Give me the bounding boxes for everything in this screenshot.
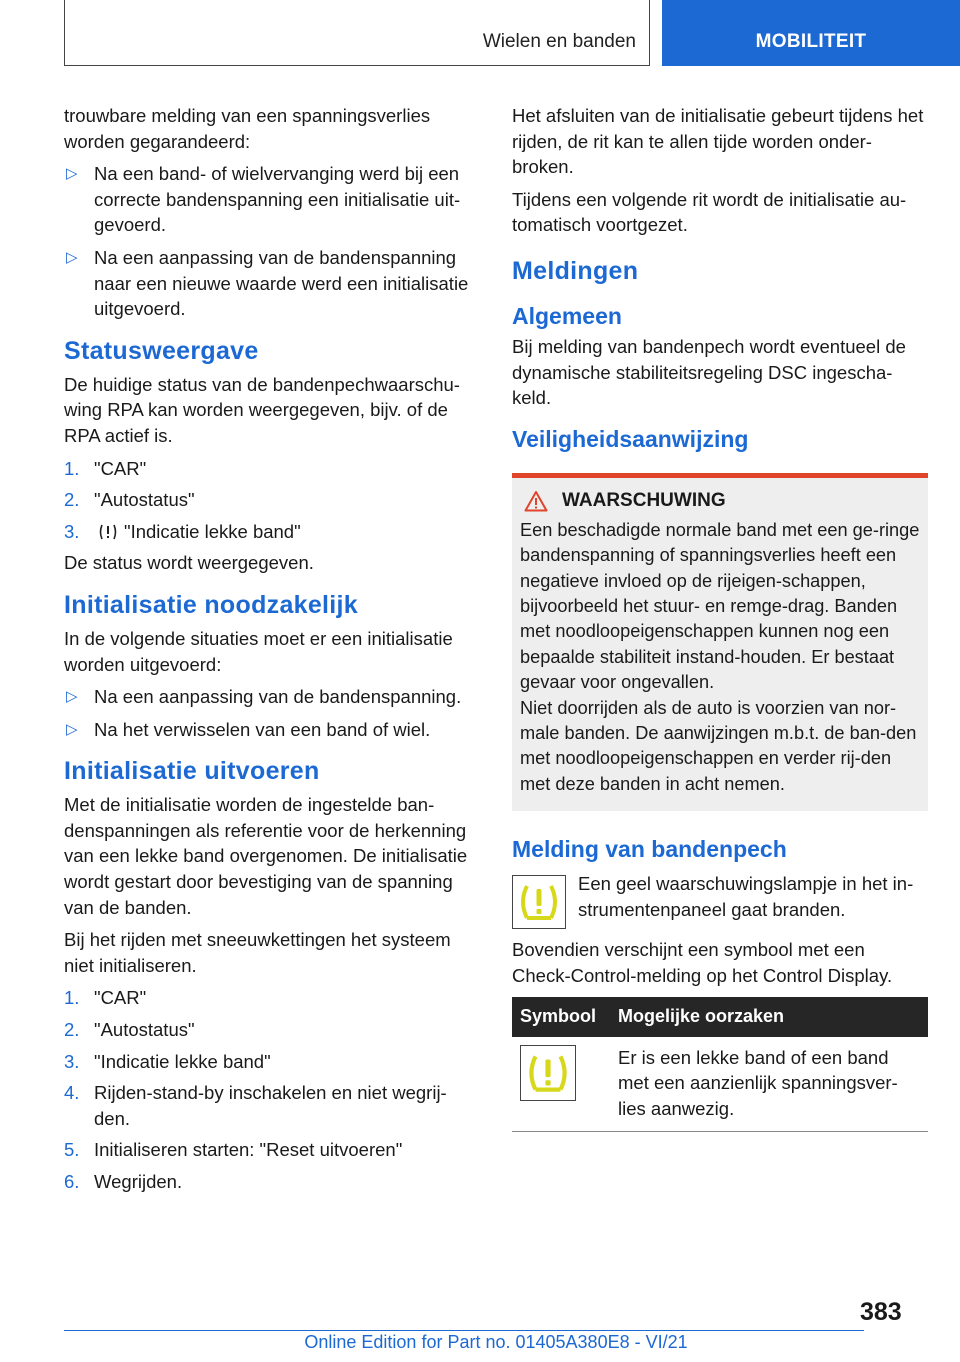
table-row xyxy=(512,1037,928,1132)
page-number: 383 xyxy=(860,1298,902,1326)
table-header-oorzaken: Mogelijke oorzaken xyxy=(610,997,928,1037)
footer-edition: Online Edition for Part no. 01405A380E8 - VI/21 xyxy=(304,1332,688,1352)
heading-meldingen: Meldingen xyxy=(512,256,639,285)
list-item: 4. Rijden-stand-by inschakelen en niet wegrij-den. xyxy=(64,1082,447,1129)
needed-bullet-list xyxy=(64,684,480,742)
heading-statusweergave: Statusweergave xyxy=(64,336,259,365)
table-symbol-cell xyxy=(512,1037,610,1132)
perform-paragraph-1: Met de initialisatie worden de ingestelde ban-denspanningen als referentie voor de herkenning van een lekke band overgenomen. De initialisatie wordt gestart door bevestiging van de spanning van de banden. xyxy=(64,794,468,918)
triangle-bullet-icon: ▷ xyxy=(66,720,78,738)
heading-melding-van-bandenpech: Melding van bandenpech xyxy=(512,836,787,863)
heading-initialisatie-noodzakelijk: Initialisatie noodzakelijk xyxy=(64,590,358,619)
table-header-row xyxy=(512,997,928,1037)
needed-paragraph: In de volgende situaties moet er een initialisatie worden uitgevoerd: xyxy=(64,627,453,675)
list-item: 2. "Autostatus" xyxy=(64,1019,195,1041)
completion-paragraph: Het afsluiten van de initialisatie gebeurt tijdens het rijden, de rit kan te allen tijde worden onder-broken. xyxy=(512,105,924,178)
list-item: 6. Wegrijden. xyxy=(64,1171,183,1192)
general-paragraph: Bij melding van bandenpech wordt eventueel de dynamische stabiliteitsregeling DSC ingescha-keld. xyxy=(512,335,906,409)
list-item: 1. "CAR" xyxy=(64,457,147,479)
symbol-paragraph: Bovendien verschijnt een symbool met een Check-Control-melding op het Control Display. xyxy=(512,939,893,986)
continuation-paragraph: Tijdens een volgende rit wordt de initialisatie au-tomatisch voortgezet. xyxy=(512,188,907,236)
right-column xyxy=(512,103,928,1132)
left-column xyxy=(64,103,480,1201)
warning-text-1: Een beschadigde normale band met een ge-ringe bandenspanning of spanningsverlies heeft een negatieve invloed op de rijeigen-schappen, bijvoorbeeld het stuur- en remge-drag. Banden met noodloopeigenschappen kunnen nog een bepaalde stabiliteit instand-houden. Er bestaat gevaar voor ongevallen. xyxy=(520,519,920,693)
intro-paragraph: trouwbare melding van een spanningsverlies worden gegarandeerd: xyxy=(64,105,431,152)
list-item: ▷ Na een aanpassing van de bandenspanning. xyxy=(64,684,480,710)
perform-step-list xyxy=(64,985,480,1194)
footer-divider xyxy=(64,1330,864,1331)
list-item: 5. Initialiseren starten: "Reset uitvoeren" xyxy=(64,1139,403,1161)
tire-pressure-warning-icon xyxy=(98,522,118,542)
page-header xyxy=(64,0,960,66)
list-item: 1. "CAR" xyxy=(64,987,147,1009)
list-item: ▷ Na een band- of wielvervanging werd bij een correcte bandenspanning een initialisatie uit-gevoerd. xyxy=(66,163,461,236)
list-item: ▷ Na het verwisselen van een band of wiel. xyxy=(64,717,480,743)
symbol-table xyxy=(512,997,928,1133)
warning-title: WAARSCHUWING xyxy=(562,489,726,511)
warning-header xyxy=(520,490,920,512)
intro-bullet-list xyxy=(64,161,480,322)
section-title: Wielen en banden xyxy=(482,31,636,52)
list-item: 3. "Indicatie lekke band" xyxy=(64,1050,271,1072)
list-item: 2. "Autostatus" xyxy=(64,489,195,511)
heading-veiligheidsaanwijzing: Veiligheidsaanwijzing xyxy=(512,425,749,452)
indicator-lamp-frame xyxy=(512,875,566,929)
flat-tire-paragraph: Een geel waarschuwingslampje in het in-strumentenpaneel gaat branden. xyxy=(578,873,914,920)
warning-box xyxy=(512,473,928,811)
status-paragraph: De huidige status van de bandenpechwaarschu-wing RPA kan worden weergegeven, bijv. of de RPA actief is. xyxy=(64,373,460,446)
tire-pressure-warning-lamp-icon xyxy=(513,876,565,928)
heading-initialisatie-uitvoeren: Initialisatie uitvoeren xyxy=(64,757,320,786)
heading-algemeen: Algemeen xyxy=(512,302,622,329)
status-result-text: De status wordt weergegeven. xyxy=(64,552,314,574)
table-header-symbool: Symbool xyxy=(512,997,610,1037)
warning-text-2: Niet doorrijden als de auto is voorzien van nor-male banden. De aanwijzingen m.b.t. de ban-den met noodloopeigenschappen en verder rij-den met deze banden in acht nemen. xyxy=(520,697,917,794)
warning-triangle-icon xyxy=(524,490,548,512)
list-item: 3. "Indicatie lekke band" xyxy=(64,520,301,542)
perform-paragraph-2: Bij het rijden met sneeuwkettingen het systeem niet initialiseren. xyxy=(64,929,451,976)
indicator-lamp-row xyxy=(512,871,928,929)
triangle-bullet-icon: ▷ xyxy=(66,688,78,706)
triangle-bullet-icon: ▷ xyxy=(66,165,78,183)
list-item: ▷ Na een aanpassing van de bandenspanning naar een nieuwe waarde werd een initialisatie uitgevoerd. xyxy=(66,246,469,320)
chapter-tab: MOBILITEIT xyxy=(662,0,960,66)
status-step-list xyxy=(64,456,480,545)
table-symbol-frame xyxy=(520,1045,576,1101)
tire-pressure-warning-lamp-icon xyxy=(521,1046,575,1100)
table-cause-cell: Er is een lekke band of een band met een aanzienlijk spanningsver-lies aanwezig. xyxy=(610,1037,928,1132)
triangle-bullet-icon: ▷ xyxy=(66,248,78,266)
